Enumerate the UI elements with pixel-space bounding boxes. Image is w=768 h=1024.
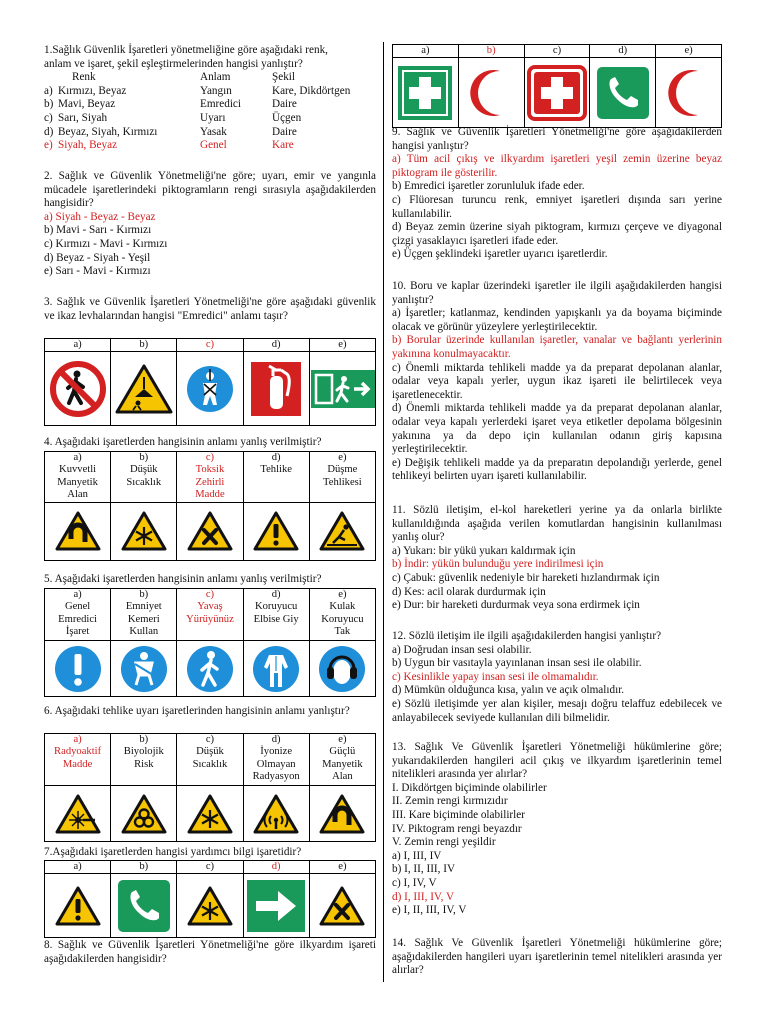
phone-green-icon [590, 66, 655, 120]
q1-header-color: Renk [72, 71, 96, 84]
q2-stem: 2. Sağlık ve Güvenlik Yönetmeliği'ne göre; uyarı, emir ve yangınla mücadele işaretlerindeki piktogramların rengi sırasıyla aşağıdakilerden hangisidir? [44, 170, 376, 210]
answer-option: b) Uygun bir vasıtayla yayınlanan insan sesi ile olabilir. [392, 657, 642, 670]
q1-row-meaning: Emredici [200, 98, 242, 111]
q4-stem: 4. Aşağıdaki işaretlerden hangisinin anlamı yanlış verilmiştir? [44, 436, 322, 448]
option-cell [458, 45, 524, 58]
q1-row-meaning: Yasak [200, 125, 227, 138]
option-meaning: Düşük [129, 464, 158, 476]
option-cell [309, 734, 375, 786]
option-letter: d) [271, 861, 281, 872]
option-cell [45, 452, 111, 503]
option-cell [177, 339, 243, 352]
answer-option: c) Çabuk: güvenlik nedeniyle bir hareketi hızlandırmak için [392, 571, 660, 584]
q1-row-shape: Daire [272, 125, 297, 138]
seatbelt-mandatory-icon [111, 645, 176, 693]
option-meaning: Koruyucu [321, 613, 364, 625]
answer-option: d) Kes: acil olarak durdurmak için [392, 585, 546, 598]
option-meaning: Radyoaktif [54, 746, 102, 758]
option-cell [243, 452, 309, 503]
question-3 [44, 296, 376, 323]
option-cell [177, 589, 243, 641]
option-letter: b) [139, 339, 149, 350]
answer-option: a) Doğrudan insan sesi olabilir. [392, 643, 532, 656]
option-cell [111, 734, 177, 786]
q12-stem: 12. Sözlü iletişim ile ilgili aşağıdakilerden hangisi yanlıştır? [392, 630, 662, 642]
sign-cell [45, 786, 111, 842]
magnet-warning-icon [310, 793, 375, 835]
sign-cell [243, 786, 309, 842]
option-meaning: Sıcaklık [126, 476, 162, 488]
sign-cell [177, 641, 243, 697]
phone-green-icon [111, 879, 176, 933]
option-meaning: İşaret [65, 626, 90, 638]
question-14 [392, 937, 722, 978]
option-meaning: Radyasyon [252, 771, 300, 783]
snowflake-warning-icon [111, 510, 176, 552]
q11-options [392, 545, 722, 613]
option-letter: b) [139, 452, 149, 463]
q1-row-letter: b) [44, 98, 54, 111]
laser-warning-icon [45, 793, 110, 835]
option-letter: e) [338, 734, 347, 745]
q1-header-meaning: Anlam [200, 71, 231, 84]
sign-cell [243, 352, 309, 426]
q2-options [44, 211, 376, 279]
option-cell [656, 45, 722, 58]
option-meaning: Düşme [327, 464, 358, 476]
option-cell [45, 734, 111, 786]
option-letter: b) [486, 45, 496, 56]
sign-cell [177, 786, 243, 842]
option-letter: d) [271, 339, 281, 350]
sign-cell [111, 641, 177, 697]
answer-option: b) Mavi - Sarı - Kırmızı [44, 224, 152, 237]
option-letter: d) [271, 589, 281, 600]
exclamation-warning-icon [244, 510, 309, 552]
option-meaning: Elbise Giy [253, 613, 299, 625]
biohazard-warning-icon [111, 793, 176, 835]
option-cell [111, 452, 177, 503]
q13-stem: 13. Sağlık Ve Güvenlik İşaretleri Yönetmeliği hükümlerine göre; yukarıdakilerden hangileri acil çıkış ve ilkyardım işaretlerinin temel nitelikleri arasında yer alırlar? [392, 741, 722, 781]
sign-cell [111, 352, 177, 426]
non-ionizing-warning-icon [244, 793, 309, 835]
option-meaning: Yürüyünüz [186, 613, 234, 625]
option-meaning: Risk [134, 758, 154, 770]
q3-sign-table [44, 338, 376, 426]
sign-cell [590, 58, 656, 128]
option-meaning: Emniyet [125, 601, 162, 613]
roman-item: IV. Piktogram rengi beyazdır [392, 822, 522, 835]
option-meaning: Manyetik [57, 476, 98, 488]
q14-stem: 14. Sağlık Ve Güvenlik İşaretleri Yönetmeliği hükümlerine göre; aşağıdakilerden hangileri uyarı işaretlerinin temel nitelikleri arasında yer alırlar? [392, 937, 722, 977]
option-cell [309, 452, 375, 503]
sign-cell [309, 786, 375, 842]
question-8 [44, 939, 376, 966]
sign-cell [309, 352, 375, 426]
q7-stem: 7.Aşağıdaki işaretlerden hangisi yardımcı bilgi işaretidir? [44, 846, 302, 858]
overall-mandatory-icon [244, 645, 309, 693]
answer-option: b) I, II, III, IV [392, 863, 456, 876]
q1-stem-line-2: anlam ve işaret, şekil eşleştirmelerinden hangisi yanlıştır? [44, 57, 303, 70]
q9-options [392, 153, 722, 262]
snowflake-warning-icon [177, 793, 242, 835]
roman-item: III. Kare biçiminde olabilirler [392, 808, 525, 821]
column-divider [383, 42, 384, 982]
option-cell [177, 452, 243, 503]
question-4 [44, 436, 376, 450]
option-meaning: Madde [195, 489, 225, 501]
question-10 [392, 280, 722, 484]
answer-option: b) Emredici işaretler zorunluluk ifade eder. [392, 180, 585, 193]
option-cell [111, 339, 177, 352]
option-meaning: Manyetik [322, 758, 363, 770]
answer-option: a) Siyah - Beyaz - Beyaz [44, 210, 156, 223]
q1-header [44, 71, 376, 85]
option-letter: e) [338, 339, 347, 350]
q1-row-letter: a) [44, 84, 53, 97]
answer-option: a) Yukarı: bir yükü yukarı kaldırmak için [392, 544, 576, 557]
option-letter: b) [139, 861, 149, 872]
q1-stem-line-1: 1.Sağlık Güvenlik İşaretleri yönetmeliğine göre aşağıdaki renk, [44, 44, 328, 56]
q1-row-color: Beyaz, Siyah, Kırmızı [58, 125, 158, 138]
option-letter: d) [271, 734, 281, 745]
answer-option: e) Dur: bir hareketi durdurmak veya sona erdirmek için [392, 599, 640, 612]
answer-option: e) Üçgen şeklindeki işaretler uyarıcı işaretlerdir. [392, 248, 608, 261]
harness-icon [177, 365, 242, 413]
option-meaning: Emredici [58, 613, 97, 625]
sign-cell [111, 786, 177, 842]
emergency-exit-icon [310, 369, 375, 409]
option-meaning: Madde [62, 758, 93, 770]
answer-option: d) Beyaz - Siyah - Yeşil [44, 251, 151, 264]
sign-cell [111, 874, 177, 938]
magnet-warning-icon [45, 510, 110, 552]
q1-row-color: Sarı, Siyah [58, 111, 108, 124]
answer-option: e) Değişik tehlikeli madde ya da preparatın depolandığı yerlerde, genel tehlikeyi belirten uyarı işareti kullanılabilir. [392, 456, 722, 483]
q1-row-color: Siyah, Beyaz [58, 139, 118, 152]
sign-cell [177, 874, 243, 938]
answer-option: c) I, IV, V [392, 876, 437, 889]
sign-cell [177, 352, 243, 426]
sign-cell [309, 502, 375, 560]
option-cell [45, 861, 111, 874]
option-cell [243, 734, 309, 786]
option-cell [590, 45, 656, 58]
answer-option: a) İşaretler; katlanmaz, kendinden yapışkanlı ya da boyama biçiminde olacak ve görünür yüzeylere yerleştirilecektir. [392, 307, 722, 333]
option-meaning: İyonize [260, 746, 293, 758]
fire-extinguisher-icon [244, 360, 309, 418]
roman-item: II. Zemin rengi kırmızıdır [392, 795, 508, 808]
q9-stem: 9. Sağlık ve Güvenlik İşaretleri Yönetmeliği'ne göre aşağıdakilerden hangisi yanlıştır? [392, 126, 722, 152]
option-letter: e) [338, 589, 347, 600]
q1-row-letter: d) [44, 125, 54, 138]
question-11 [392, 504, 722, 613]
sign-cell [177, 502, 243, 560]
option-letter: c) [205, 861, 215, 872]
option-meaning: Tehlikesi [323, 476, 362, 488]
option-meaning: Sıcaklık [192, 758, 228, 770]
option-letter: a) [73, 339, 82, 350]
option-meaning: Zehirli [195, 476, 225, 488]
option-meaning: Düşük [196, 746, 224, 758]
answer-option: a) Tüm acil çıkış ve ilkyardım işaretleri yeşil zemin üzerine beyaz piktogram ile gösterilir. [392, 153, 722, 179]
option-letter: d) [618, 45, 628, 56]
q1-row-shape: Kare, Dikdörtgen [272, 84, 351, 97]
q3-stem: 3. Sağlık ve Güvenlik İşaretleri Yönetmeliği'ne göre aşağıdaki güvenlik ve ikaz levhalarından hangisi "Emredici" anlamı taşır? [44, 296, 376, 322]
q1-row [44, 85, 376, 99]
q1-row-color: Mavi, Beyaz [58, 98, 116, 111]
sign-cell [309, 641, 375, 697]
question-1 [44, 44, 376, 153]
q1-row-meaning: Uyarı [200, 111, 226, 124]
option-meaning: Kuvvetli [59, 464, 97, 476]
question-13 [392, 741, 722, 918]
option-cell [177, 861, 243, 874]
option-letter: c) [205, 589, 215, 600]
answer-option: c) Önemli miktarda tehlikeli madde ya da preparat depolanan alanlar, odalar veya kapalı yerler, uygun ikaz işareti ile belirtilecek veya işaretlenecektir. [392, 361, 722, 401]
question-2 [44, 170, 376, 279]
option-cell [111, 589, 177, 641]
sign-cell [243, 641, 309, 697]
q6-stem: 6. Aşağıdaki tehlike uyarı işaretlerinden hangisinin anlamı yanlıştır? [44, 705, 350, 717]
answer-option: d) I, III, IV, V [392, 890, 455, 903]
q1-row-color: Kırmızı, Beyaz [58, 84, 127, 97]
walk-mandatory-icon [177, 645, 242, 693]
sign-cell [111, 502, 177, 560]
red-crescent-icon [656, 65, 721, 121]
q1-row-shape: Daire [272, 98, 297, 111]
q1-row [44, 139, 376, 153]
option-meaning: Genel [64, 601, 91, 613]
answer-option: d) Mümkün olduğunca kısa, yalın ve açık olmalıdır. [392, 684, 625, 697]
option-meaning: Alan [67, 489, 88, 501]
sign-cell [393, 58, 459, 128]
red-crescent-icon [459, 65, 524, 121]
question-7 [44, 846, 376, 860]
q12-options [392, 644, 722, 726]
option-cell [243, 861, 309, 874]
answer-option: e) I, II, III, IV, V [392, 904, 467, 917]
sign-cell [45, 874, 111, 938]
ear-protection-icon [310, 645, 375, 693]
option-letter: c) [552, 45, 562, 56]
q5-sign-table [44, 588, 376, 697]
q8-stem: 8. Sağlık ve Güvenlik İşaretleri Yönetmeliği'ne göre ilkyardım işareti aşağıdakilerden hangisidir? [44, 939, 376, 965]
sign-cell [656, 58, 722, 128]
option-meaning: Kulak [329, 601, 356, 613]
option-letter: d) [271, 452, 281, 463]
option-meaning: Güçlü [329, 746, 356, 758]
option-letter: e) [684, 45, 693, 56]
q13-options [392, 850, 722, 918]
answer-option: d) Önemli miktarda tehlikeli madde ya da preparat depolanan alanlar, odalar veya kapalı yerlerdeki işaret veya etiketler depolama bölgesinin yakınına ya da depo için kullanılan odanın giriş kapısına yerleştirilecektir. [392, 402, 722, 456]
q5-stem: 5. Aşağıdaki işaretlerden hangisinin anlamı yanlış verilmiştir? [44, 573, 322, 585]
sign-cell [458, 58, 524, 128]
suspended-load-icon [111, 363, 176, 415]
question-9 [392, 126, 722, 262]
exclamation-warning-icon [45, 885, 110, 927]
option-meaning: Tak [334, 626, 351, 638]
sign-cell [45, 352, 111, 426]
answer-option: b) İndir: yükün bulunduğu yere indirilmesi için [392, 558, 604, 571]
sign-cell [309, 874, 375, 938]
option-meaning: Olmayan [256, 758, 296, 770]
option-cell [45, 339, 111, 352]
option-cell [309, 339, 375, 352]
option-letter: a) [73, 734, 82, 745]
fall-warning-icon [310, 510, 375, 552]
option-cell [45, 589, 111, 641]
option-cell [524, 45, 590, 58]
red-cross-icon [525, 65, 590, 121]
q1-row-meaning: Genel [200, 139, 227, 152]
option-meaning: Alan [332, 771, 353, 783]
option-meaning: Toksik [195, 464, 225, 476]
answer-option: c) Kırmızı - Mavi - Kırmızı [44, 237, 168, 250]
q1-row-letter: c) [44, 111, 53, 124]
q1-row [44, 126, 376, 140]
q1-row-meaning: Yangın [200, 84, 232, 97]
option-meaning: Kemeri [127, 613, 160, 625]
option-letter: b) [139, 589, 149, 600]
sign-cell [45, 502, 111, 560]
option-letter: c) [205, 734, 215, 745]
q1-rows [44, 85, 376, 153]
option-cell [309, 589, 375, 641]
harmful-warning-icon [310, 885, 375, 927]
option-letter: c) [205, 452, 215, 463]
option-meaning: Tehlike [260, 464, 292, 476]
first-aid-cross-icon [393, 65, 458, 121]
option-meaning: Kullan [129, 626, 159, 638]
q1-row [44, 98, 376, 112]
q4-sign-table [44, 451, 376, 561]
no-pedestrian-icon [45, 360, 110, 418]
q8-sign-table [392, 44, 722, 128]
option-cell [393, 45, 459, 58]
answer-option: c) Kesinlikle yapay insan sesi ile olmamalıdır. [392, 670, 599, 683]
option-meaning: Koruyucu [254, 601, 298, 613]
sign-cell [243, 874, 309, 938]
option-meaning: Biyolojik [123, 746, 164, 758]
roman-item: I. Dikdörtgen biçiminde olabilirler [392, 781, 547, 794]
answer-option: b) Borular üzerinde kullanılan işaretler, vanalar ve bağlantı yerlerinin yakınına konulmayacaktır. [392, 334, 722, 360]
option-cell [243, 339, 309, 352]
sign-cell [243, 502, 309, 560]
q6-sign-table [44, 733, 376, 842]
q11-stem: 11. Sözlü iletişim, el-kol hareketleri yerine ya da onlarla birlikte kullanıldığında aşağıda verilen komutlardan hangisinin kullanılması yanlış olur? [392, 504, 722, 544]
arrow-green-icon [244, 879, 309, 933]
q13-items [392, 782, 722, 850]
snowflake-warning-icon [177, 885, 242, 927]
answer-option: d) Beyaz zemin üzerine siyah piktogram, kırmızı çerçeve ve diyagonal çizgi yasaklayıcı işaretleri ifade eder. [392, 221, 722, 247]
option-letter: c) [205, 339, 215, 350]
q10-options [392, 307, 722, 484]
question-5 [44, 573, 376, 587]
harmful-warning-icon [177, 510, 242, 552]
option-letter: a) [73, 861, 82, 872]
sign-cell [45, 641, 111, 697]
option-cell [309, 861, 375, 874]
question-6 [44, 705, 376, 719]
q1-row [44, 112, 376, 126]
q7-sign-table [44, 860, 376, 938]
answer-option: a) I, III, IV [392, 849, 442, 862]
option-cell [177, 734, 243, 786]
option-letter: a) [73, 589, 82, 600]
option-letter: a) [421, 45, 430, 56]
q10-stem: 10. Boru ve kaplar üzerindeki işaretler ile ilgili aşağıdakilerden hangisi yanlıştır? [392, 280, 722, 306]
q1-row-shape: Kare [272, 139, 294, 152]
answer-option: e) Sözlü iletişimde yer alan kişiler, mesajı doğru telaffuz edebilecek ve anlayabilecek seviyede kullanılan dili bilmelidir. [392, 697, 722, 724]
option-cell [111, 861, 177, 874]
answer-option: c) Flüoresan turuncu renk, emniyet işaretleri dışında sarı yerine kullanılabilir. [392, 193, 722, 220]
option-letter: b) [139, 734, 149, 745]
option-letter: a) [73, 452, 82, 463]
q1-row-letter: e) [44, 139, 53, 152]
option-cell [243, 589, 309, 641]
exclamation-mandatory-icon [45, 645, 110, 693]
q1-header-shape: Şekil [272, 71, 295, 84]
roman-item: V. Zemin rengi yeşildir [392, 836, 496, 849]
question-12 [392, 630, 722, 725]
answer-option: e) Sarı - Mavi - Kırmızı [44, 265, 151, 278]
option-meaning: Yavaş [197, 601, 223, 613]
option-letter: e) [338, 861, 347, 872]
sign-cell [524, 58, 590, 128]
option-letter: e) [338, 452, 347, 463]
q1-row-shape: Üçgen [272, 111, 302, 124]
